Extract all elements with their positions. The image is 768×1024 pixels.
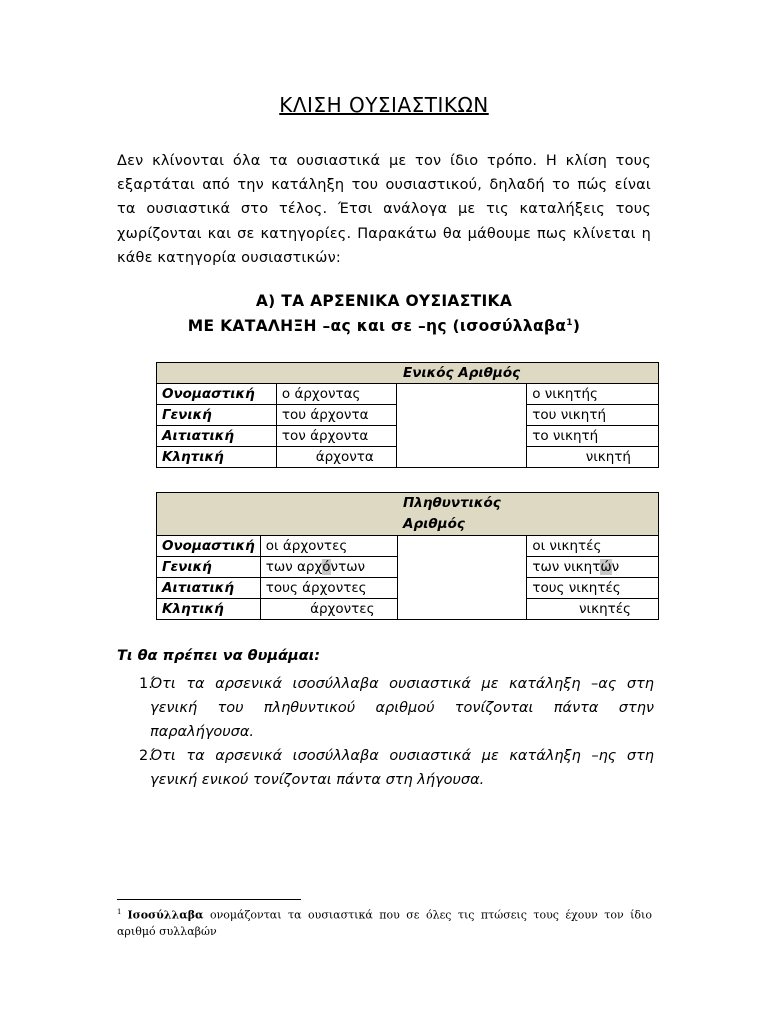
section-heading-line1: Α) ΤΑ ΑΡΣΕΝΙΚΑ ΟΥΣΙΑΣΤΙΚΑ [255,292,513,310]
case-label: Ονομαστική [157,536,261,557]
stress-highlight: ώ [600,559,612,575]
case-label: Αιτιατική [157,426,277,447]
list-item [117,744,654,792]
case-label: Γενική [157,557,261,578]
word-cell: νικητή [527,447,659,468]
table-row [157,426,659,447]
word-cell: άρχοντες [260,599,397,620]
gap-cell [397,557,527,578]
table-row [157,599,659,620]
table-row [157,384,659,405]
page-title: ΚΛΙΣΗ ΟΥΣΙΑΣΤΙΚΩΝ [279,93,489,117]
intro-paragraph: Δεν κλίνονται όλα τα ουσιαστικά με τον ίδιο τρόπο. Η κλίση τους εξαρτάται από την κατάληξη του ουσιαστικού, δηλαδή το πώς είναι τα ουσιαστικά στο τέλος. Έτσι ανάλογα με τις καταλήξεις τους χωρίζονται και σε κατηγορίες. Παρακάτω θα μάθουμε πως κλίνεται η κάθε κατηγορία ουσιαστικών: [117,153,651,266]
rule-text: Ότι τα αρσενικά ισοσύλλαβα ουσιαστικά με κατάληξη –ας στη γενική του πληθυντικού αριθμού τονίζονται πάντα στην παραλήγουσα. [150,676,654,740]
case-label: Αιτιατική [157,578,261,599]
word-cell: ο νικητής [527,384,659,405]
case-label: Γενική [157,405,277,426]
word-cell: οι νικητές [527,536,659,557]
footnote-ref: 1 [566,317,573,328]
table-row [157,557,659,578]
footnote-term: Ισοσύλλαβα [127,908,204,922]
plural-header [157,493,659,536]
word-part: των νικητ [532,559,601,575]
singular-header: Ενικός Αριθμός [157,363,659,384]
list-item [117,672,654,744]
gap-cell [396,426,526,447]
word-cell: τους άρχοντες [260,578,397,599]
table-row [157,405,659,426]
list-number: 1. [139,676,153,692]
section-heading-prefix: ΜΕ ΚΑΤΑΛΗΞΗ [187,317,317,335]
gap-cell [397,599,527,620]
word-cell: του νικητή [527,405,659,426]
gap-cell [396,405,526,426]
gap-cell [396,447,526,468]
case-label: Κλητική [157,447,277,468]
footnote-text: ονομάζονται τα ουσιαστικά που σε όλες τις πτώσεις τους έχουν τον ίδιο αριθμό συλλαβών [117,908,652,938]
section-heading-end: ) [572,317,581,335]
word-cell: του άρχοντα [276,405,396,426]
word-cell: οι άρχοντες [260,536,397,557]
word-cell: άρχοντα [276,447,396,468]
word-part: των αρχ [265,559,323,575]
footnote [117,904,652,940]
case-label: Κλητική [157,599,261,620]
table-row [157,578,659,599]
word-cell [527,557,659,578]
plural-table [156,492,659,620]
word-cell: τους νικητές [527,578,659,599]
word-cell: το νικητή [527,426,659,447]
table-row [157,536,659,557]
gap-cell [397,536,527,557]
list-number: 2. [139,748,153,764]
word-cell: τον άρχοντα [276,426,396,447]
table-header-row [157,363,659,384]
section-heading-rest: –ας και σε –ης (ισοσύλλαβα [316,317,567,335]
section-heading-line2 [0,317,768,335]
word-part: ν [611,559,620,575]
remember-heading: Τι θα πρέπει να θυμάμαι: [117,648,321,664]
footnote-separator [117,899,301,900]
stress-highlight: ό [322,559,331,575]
case-label: Ονομαστική [157,384,277,405]
plural-header-line2: Αριθμός [403,516,465,532]
word-part: ντων [330,559,366,575]
gap-cell [397,578,527,599]
word-cell: νικητές [527,599,659,620]
word-cell: ο άρχοντας [276,384,396,405]
plural-header-line1: Πληθυντικός [403,495,501,511]
footnote-marker: 1 [117,908,122,916]
word-cell [260,557,397,578]
rules-list [117,672,654,792]
table-header-row [157,493,659,536]
singular-table [156,362,659,468]
gap-cell [396,384,526,405]
rule-text: Ότι τα αρσενικά ισοσύλλαβα ουσιαστικά με κατάληξη –ης στη γενική ενικού τονίζονται πάντα στη λήγουσα. [150,748,654,788]
table-row [157,447,659,468]
